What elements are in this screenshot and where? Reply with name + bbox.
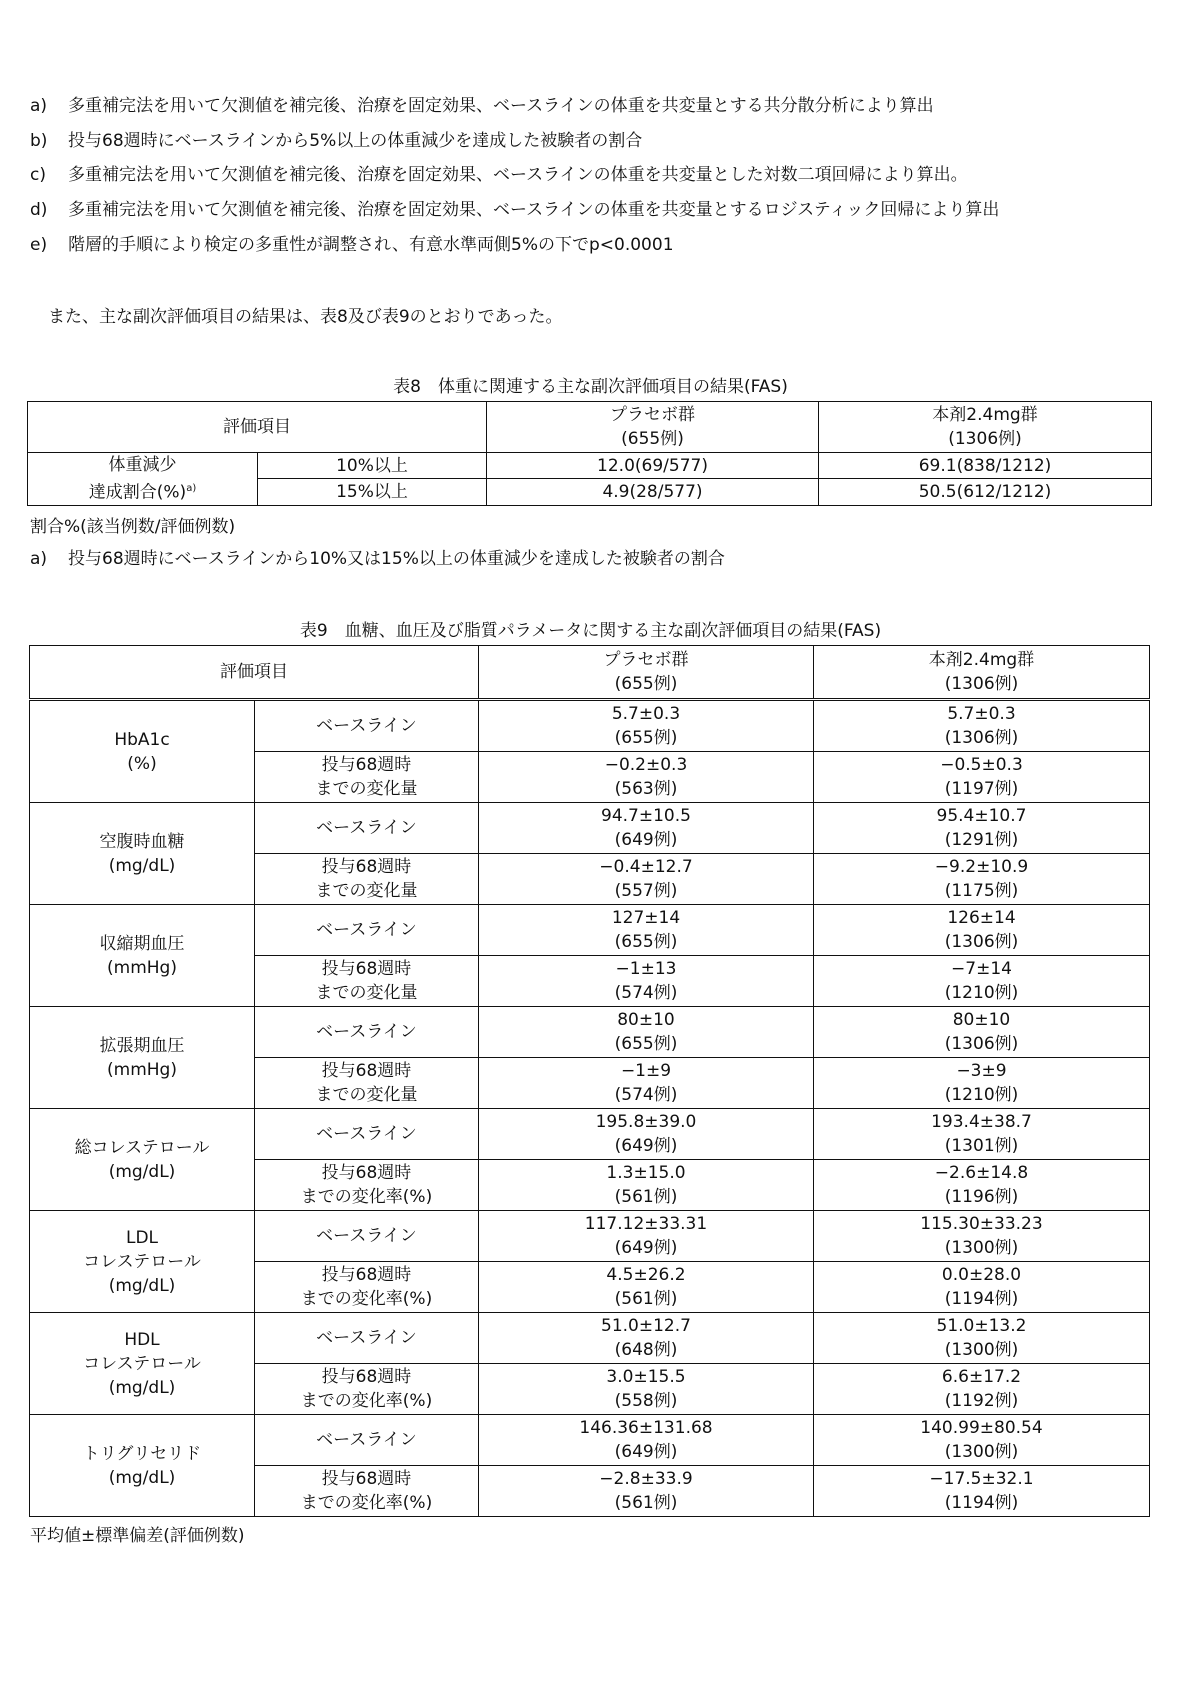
table-row	[30, 905, 1150, 956]
table-row	[30, 803, 1150, 854]
placebo-value-cell	[479, 1262, 814, 1313]
placebo-n: (561例)	[614, 1289, 678, 1309]
parameter-name-line: (mmHg)	[107, 1059, 177, 1080]
drug-mean-sd: −0.5±0.3	[940, 755, 1023, 775]
timepoint-line: までの変化率(%)	[300, 1289, 433, 1309]
parameter-name-cell	[30, 700, 255, 803]
placebo-value-cell	[479, 1058, 814, 1109]
placebo-value-cell	[479, 854, 814, 905]
parameter-name-line: HDL	[124, 1329, 160, 1350]
note-b	[30, 129, 642, 153]
placebo-n: (563例)	[614, 779, 678, 799]
placebo-value-cell	[479, 1007, 814, 1058]
table-row	[30, 1415, 1150, 1466]
drug-value-cell	[814, 752, 1150, 803]
drug-n: (1291例)	[944, 830, 1019, 850]
timepoint-cell	[255, 956, 479, 1007]
drug-mean-sd: −9.2±10.9	[934, 857, 1029, 877]
parameter-name-cell	[30, 1313, 255, 1415]
placebo-mean-sd: −1±9	[620, 1061, 672, 1081]
drug-value-cell	[814, 1262, 1150, 1313]
placebo-mean-sd: 117.12±33.31	[584, 1214, 708, 1234]
table9-footnote: 平均値±標準偏差(評価例数)	[30, 1526, 245, 1546]
placebo-value-cell	[479, 905, 814, 956]
drug-n: (1210例)	[944, 1085, 1019, 1105]
note-c	[30, 163, 968, 187]
timepoint-line: ベースライン	[316, 920, 417, 940]
timepoint-cell	[255, 905, 479, 956]
placebo-n: (655例)	[614, 728, 678, 748]
drug-mean-sd: 80±10	[952, 1010, 1011, 1030]
placebo-n: (561例)	[614, 1493, 678, 1513]
timepoint-line: までの変化率(%)	[300, 1187, 433, 1207]
placebo-value: 12.0(69/577)	[487, 453, 819, 479]
drug-value-cell	[814, 1466, 1150, 1517]
drug-value-cell	[814, 1415, 1150, 1466]
drug-value-cell	[814, 1364, 1150, 1415]
timepoint-line: ベースライン	[316, 1124, 417, 1144]
table-row	[30, 1313, 1150, 1364]
timepoint-line: 投与68週時	[321, 959, 412, 979]
table-row	[30, 700, 1150, 752]
drug-mean-sd: −17.5±32.1	[929, 1469, 1034, 1489]
drug-n: (1300例)	[944, 1340, 1019, 1360]
timepoint-cell	[255, 854, 479, 905]
note-text: 投与68週時にベースラインから5%以上の体重減少を達成した被験者の割合	[68, 131, 643, 151]
placebo-n: (649例)	[614, 1238, 678, 1258]
timepoint-line: までの変化量	[315, 1085, 418, 1105]
table8	[27, 401, 1152, 506]
timepoint-cell	[255, 1058, 479, 1109]
placebo-value-cell	[479, 1364, 814, 1415]
parameter-name-line: 総コレステロール	[74, 1137, 210, 1158]
placebo-n: (557例)	[614, 881, 678, 901]
placebo-mean-sd: −0.2±0.3	[604, 755, 688, 775]
placebo-value-cell	[479, 1313, 814, 1364]
parameter-name-line: (%)	[127, 753, 157, 774]
drug-label: 本剤2.4mg群	[932, 405, 1038, 425]
placebo-mean-sd: 1.3±15.0	[606, 1163, 686, 1183]
table-row	[30, 1211, 1150, 1262]
timepoint-line: ベースライン	[316, 1022, 417, 1042]
drug-mean-sd: 51.0±13.2	[936, 1316, 1027, 1336]
note-text: 階層的手順により検定の多重性が調整され、有意水準両側5%の下でp<0.0001	[68, 235, 674, 255]
threshold-cell: 15%以上	[258, 479, 487, 505]
timepoint-line: 投与68週時	[321, 1367, 412, 1387]
parameter-name-line: (mg/dL)	[108, 1377, 176, 1398]
note-text: 多重補完法を用いて欠測値を補完後、治療を固定効果、ベースラインの体重を共変量とした対数二項回帰により算出。	[68, 165, 968, 185]
timepoint-cell	[255, 1313, 479, 1364]
intro-paragraph: また、主な副次評価項目の結果は、表8及び表9のとおりであった。	[48, 307, 563, 327]
group-line1: 体重減少	[108, 455, 177, 475]
placebo-mean-sd: −2.8±33.9	[599, 1469, 693, 1489]
drug-value-cell	[814, 1058, 1150, 1109]
table8-header-item: 評価項目	[28, 402, 487, 453]
parameter-name-line: LDL	[125, 1227, 159, 1248]
drug-value-cell	[814, 956, 1150, 1007]
parameter-name-line: トリグリセリド	[82, 1443, 202, 1464]
placebo-n: (655例)	[614, 932, 678, 952]
parameter-name-line: 収縮期血圧	[99, 933, 185, 954]
drug-n: (1306例)	[944, 674, 1019, 694]
parameter-name-cell	[30, 905, 255, 1007]
timepoint-cell	[255, 1160, 479, 1211]
table8-header-drug	[819, 402, 1152, 453]
drug-n: (1194例)	[944, 1289, 1019, 1309]
drug-value-cell	[814, 905, 1150, 956]
placebo-label: プラセボ群	[610, 405, 695, 425]
timepoint-line: 投与68週時	[321, 857, 412, 877]
parameter-name-line: (mmHg)	[107, 957, 177, 978]
note-label: d)	[30, 200, 48, 220]
table8-footnote1: 割合%(該当例数/評価例数)	[30, 517, 236, 537]
parameter-name-line: HbA1c	[114, 729, 170, 750]
drug-n: (1306例)	[944, 728, 1019, 748]
parameter-name-cell	[30, 1007, 255, 1109]
table9-header-drug	[814, 646, 1150, 700]
drug-n: (1306例)	[948, 429, 1022, 449]
timepoint-line: 投与68週時	[321, 1163, 412, 1183]
parameter-name-line: (mg/dL)	[108, 855, 176, 876]
table-row	[28, 453, 1152, 479]
drug-value-cell	[814, 1007, 1150, 1058]
table9-header-placebo	[479, 646, 814, 700]
drug-mean-sd: 140.99±80.54	[920, 1418, 1043, 1438]
table8-group-cell	[28, 453, 258, 506]
drug-n: (1175例)	[944, 881, 1019, 901]
note-text: 多重補完法を用いて欠測値を補完後、治療を固定効果、ベースラインの体重を共変量とするロジスティック回帰により算出	[68, 200, 1000, 220]
placebo-mean-sd: 94.7±10.5	[601, 806, 691, 826]
placebo-n: (561例)	[614, 1187, 678, 1207]
drug-mean-sd: 126±14	[947, 908, 1016, 928]
parameter-name-line: 拡張期血圧	[99, 1035, 185, 1056]
timepoint-line: までの変化率(%)	[300, 1391, 433, 1411]
timepoint-line: 投与68週時	[321, 755, 412, 775]
timepoint-line: 投与68週時	[321, 1469, 412, 1489]
note-e	[30, 233, 674, 257]
timepoint-line: ベースライン	[316, 818, 417, 838]
placebo-mean-sd: −0.4±12.7	[599, 857, 693, 877]
timepoint-cell	[255, 700, 479, 752]
placebo-value-cell	[479, 1109, 814, 1160]
drug-mean-sd: 6.6±17.2	[941, 1367, 1022, 1387]
note-label: a)	[30, 549, 48, 569]
parameter-name-line: 空腹時血糖	[99, 831, 185, 852]
drug-n: (1196例)	[944, 1187, 1019, 1207]
placebo-mean-sd: 4.5±26.2	[606, 1265, 686, 1285]
drug-mean-sd: −2.6±14.8	[934, 1163, 1029, 1183]
placebo-mean-sd: 146.36±131.68	[579, 1418, 713, 1438]
parameter-name-line: コレステロール	[83, 1251, 201, 1272]
placebo-value-cell	[479, 1415, 814, 1466]
placebo-value-cell	[479, 700, 814, 752]
placebo-mean-sd: 3.0±15.5	[606, 1367, 686, 1387]
note-a	[30, 94, 934, 118]
drug-value: 50.5(612/1212)	[819, 479, 1152, 505]
placebo-n: (655例)	[614, 674, 678, 694]
table8-caption: 表8 体重に関連する主な副次評価項目の結果(FAS)	[393, 377, 788, 397]
timepoint-line: ベースライン	[316, 716, 417, 736]
timepoint-line: ベースライン	[316, 1226, 417, 1246]
note-text: 投与68週時にベースラインから10%又は15%以上の体重減少を達成した被験者の割合	[68, 549, 725, 569]
placebo-value-cell	[479, 1466, 814, 1517]
placebo-n: (655例)	[614, 1034, 678, 1054]
placebo-mean-sd: 195.8±39.0	[595, 1112, 697, 1132]
note-label: a)	[30, 96, 48, 116]
drug-value-cell	[814, 803, 1150, 854]
placebo-n: (574例)	[614, 1085, 678, 1105]
table-row	[30, 1007, 1150, 1058]
placebo-mean-sd: 127±14	[611, 908, 681, 928]
placebo-n: (649例)	[614, 830, 678, 850]
timepoint-cell	[255, 752, 479, 803]
group-sup: a)	[186, 483, 197, 494]
note-text: 多重補完法を用いて欠測値を補完後、治療を固定効果、ベースラインの体重を共変量とする共分散分析により算出	[68, 96, 934, 116]
timepoint-cell	[255, 1364, 479, 1415]
table8-header-row	[28, 402, 1152, 453]
parameter-name-cell	[30, 1109, 255, 1211]
timepoint-cell	[255, 1415, 479, 1466]
drug-n: (1210例)	[944, 983, 1019, 1003]
drug-mean-sd: 193.4±38.7	[931, 1112, 1032, 1132]
drug-n: (1306例)	[944, 932, 1019, 952]
drug-n: (1306例)	[944, 1034, 1019, 1054]
drug-value-cell	[814, 1160, 1150, 1211]
timepoint-cell	[255, 1109, 479, 1160]
drug-value-cell	[814, 1109, 1150, 1160]
table9-header-item: 評価項目	[30, 646, 479, 700]
timepoint-line: までの変化率(%)	[300, 1493, 433, 1513]
placebo-n: (648例)	[614, 1340, 678, 1360]
timepoint-cell	[255, 803, 479, 854]
placebo-mean-sd: 5.7±0.3	[611, 704, 681, 724]
drug-value-cell	[814, 1211, 1150, 1262]
timepoint-cell	[255, 1211, 479, 1262]
timepoint-cell	[255, 1007, 479, 1058]
table8-footnote2	[30, 547, 725, 571]
drug-n: (1300例)	[944, 1442, 1019, 1462]
drug-mean-sd: −7±14	[951, 959, 1012, 979]
placebo-mean-sd: −1±13	[615, 959, 677, 979]
parameter-name-cell	[30, 1211, 255, 1313]
timepoint-line: 投与68週時	[321, 1061, 412, 1081]
drug-n: (1192例)	[944, 1391, 1019, 1411]
drug-n: (1301例)	[944, 1136, 1019, 1156]
drug-value-cell	[814, 700, 1150, 752]
drug-value-cell	[814, 854, 1150, 905]
placebo-n: (649例)	[614, 1442, 678, 1462]
timepoint-line: ベースライン	[316, 1328, 417, 1348]
timepoint-line: 投与68週時	[321, 1265, 412, 1285]
parameter-name-cell	[30, 1415, 255, 1517]
drug-value-cell	[814, 1313, 1150, 1364]
placebo-n: (558例)	[614, 1391, 678, 1411]
drug-n: (1194例)	[944, 1493, 1019, 1513]
threshold-cell: 10%以上	[258, 453, 487, 479]
drug-n: (1300例)	[944, 1238, 1019, 1258]
group-line2: 達成割合(%)$^{a)}$	[88, 482, 197, 503]
timepoint-cell	[255, 1262, 479, 1313]
parameter-name-line: (mg/dL)	[108, 1275, 176, 1296]
placebo-value: 4.9(28/577)	[487, 479, 819, 505]
drug-n: (1197例)	[944, 779, 1019, 799]
drug-mean-sd: 95.4±10.7	[936, 806, 1027, 826]
placebo-value-cell	[479, 956, 814, 1007]
drug-mean-sd: 115.30±33.23	[920, 1214, 1043, 1234]
table9-header-row	[30, 646, 1150, 700]
note-label: e)	[30, 235, 48, 255]
parameter-name-cell	[30, 803, 255, 905]
drug-label: 本剤2.4mg群	[928, 650, 1035, 670]
table9	[29, 645, 1150, 1517]
drug-mean-sd: 0.0±28.0	[941, 1265, 1022, 1285]
placebo-n: (574例)	[614, 983, 678, 1003]
placebo-n: (655例)	[621, 429, 684, 449]
drug-mean-sd: 5.7±0.3	[947, 704, 1016, 724]
placebo-n: (649例)	[614, 1136, 678, 1156]
placebo-value-cell	[479, 752, 814, 803]
table8-header-placebo	[487, 402, 819, 453]
placebo-mean-sd: 51.0±12.7	[601, 1316, 691, 1336]
placebo-value-cell	[479, 803, 814, 854]
table-row	[30, 1109, 1150, 1160]
note-label: c)	[30, 165, 46, 185]
placebo-value-cell	[479, 1160, 814, 1211]
table9-caption: 表9 血糖、血圧及び脂質パラメータに関する主な副次評価項目の結果(FAS)	[299, 621, 882, 641]
parameter-name-line: (mg/dL)	[108, 1467, 176, 1488]
placebo-mean-sd: 80±10	[617, 1010, 675, 1030]
parameter-name-line: コレステロール	[83, 1353, 201, 1374]
placebo-value-cell	[479, 1211, 814, 1262]
timepoint-line: までの変化量	[315, 779, 418, 799]
timepoint-line: までの変化量	[315, 881, 418, 901]
timepoint-line: ベースライン	[316, 1430, 417, 1450]
note-d	[30, 198, 999, 222]
placebo-label: プラセボ群	[603, 650, 689, 670]
note-label: b)	[30, 131, 48, 151]
parameter-name-line: (mg/dL)	[108, 1161, 176, 1182]
timepoint-cell	[255, 1466, 479, 1517]
drug-mean-sd: −3±9	[956, 1061, 1007, 1081]
timepoint-line: までの変化量	[315, 983, 418, 1003]
drug-value: 69.1(838/1212)	[819, 453, 1152, 479]
